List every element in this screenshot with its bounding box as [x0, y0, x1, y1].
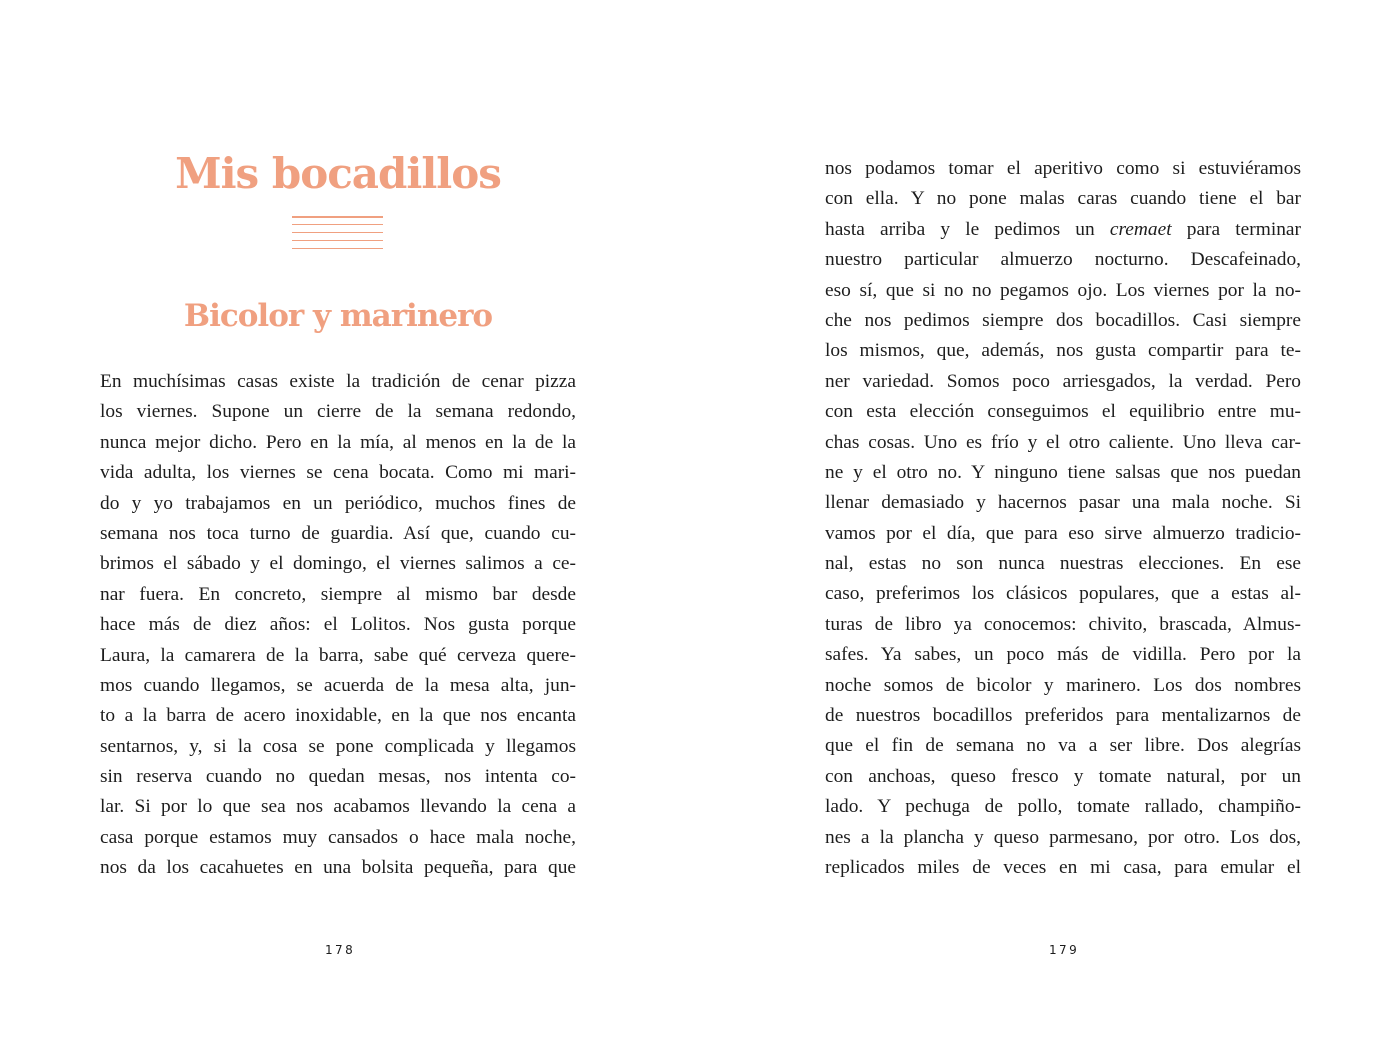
text-line: caso, preferimos los clásicos populares, que a estas al-: [825, 583, 1301, 605]
text-line: vamos por el día, que para eso sirve almuerzo tradicio-: [825, 522, 1301, 544]
body-text-right: [825, 154, 1301, 883]
text-line: nuestro particular almuerzo nocturno. Descafeinado,: [825, 249, 1301, 271]
italic-term: cremaet: [1109, 218, 1172, 240]
ornament-line: [292, 240, 383, 242]
text-line: ner variedad. Somos poco arriesgados, la verdad. Pero: [825, 370, 1301, 392]
text-line: los mismos, que, además, nos gusta compartir para te-: [825, 340, 1301, 362]
text-line: safes. Ya sabes, un poco más de vidilla. Pero por la: [825, 644, 1301, 666]
text-line: nos da los cacahuetes en una bolsita pequeña, para que: [100, 857, 576, 879]
text-line: noche somos de bicolor y marinero. Los dos nombres: [825, 674, 1301, 696]
right-page: [700, 0, 1400, 1053]
text-line: nes a la plancha y queso parmesano, por otro. Los dos,: [825, 826, 1301, 848]
text-line: lar. Si por lo que sea nos acabamos llevando la cena a: [100, 796, 576, 818]
section-title: Bicolor y marinero: [183, 298, 493, 334]
text-line: hace más de diez años: el Lolitos. Nos gusta porque: [100, 614, 576, 636]
text-line: nunca mejor dicho. Pero en la mía, al menos en la de la: [100, 431, 576, 453]
text-fragment: para terminar: [1186, 218, 1301, 240]
text-line: sentarnos, y, si la cosa se pone complicada y llegamos: [100, 735, 576, 757]
title-ornament: [292, 216, 383, 255]
chapter-title: Mis bocadillos: [175, 149, 501, 198]
text-line: turas de libro ya conocemos: chivito, brascada, Almus-: [825, 613, 1301, 635]
text-line: que el fin de semana no va a ser libre. Dos alegrías: [825, 735, 1301, 757]
text-line: ne y el otro no. Y ninguno tiene salsas que nos puedan: [825, 461, 1301, 483]
text-line: che nos pedimos siempre dos bocadillos. Casi siempre: [825, 309, 1301, 331]
text-line: sin reserva cuando no quedan mesas, nos intenta co-: [100, 766, 576, 788]
body-text-left: [100, 367, 576, 884]
text-line: los viernes. Supone un cierre de la semana redondo,: [100, 401, 576, 423]
text-line: do y yo trabajamos en un periódico, muchos fines de: [100, 492, 576, 514]
text-line: to a la barra de acero inoxidable, en la que nos encanta: [100, 705, 576, 727]
text-line: [825, 215, 1301, 245]
ornament-line: [292, 224, 383, 226]
text-line: replicados miles de veces en mi casa, para emular el: [825, 856, 1301, 878]
ornament-line: [292, 248, 383, 250]
text-line: eso sí, que si no no pegamos ojo. Los viernes por la no-: [825, 279, 1301, 301]
text-line: llenar demasiado y hacernos pasar una mala noche. Si: [825, 492, 1301, 514]
text-fragment: hasta arriba y le pedimos un: [825, 218, 1095, 240]
text-line: Laura, la camarera de la barra, sabe qué cerveza quere-: [100, 644, 576, 666]
text-line: En muchísimas casas existe la tradición de cenar pizza: [100, 371, 576, 392]
text-line: brimos el sábado y el domingo, el viernes salimos a ce-: [100, 553, 576, 575]
text-line: mos cuando llegamos, se acuerda de la mesa alta, jun-: [100, 674, 576, 696]
page-number-right: 179: [1049, 943, 1080, 957]
text-line: semana nos toca turno de guardia. Así que, cuando cu-: [100, 522, 576, 544]
text-line: con ella. Y no pone malas caras cuando tiene el bar: [825, 188, 1301, 210]
text-line: chas cosas. Uno es frío y el otro caliente. Uno lleva car-: [825, 431, 1301, 453]
text-line: casa porque estamos muy cansados o hace mala noche,: [100, 826, 576, 848]
ornament-line: [292, 232, 383, 234]
ornament-line: [292, 216, 383, 218]
text-line: con esta elección conseguimos el equilibrio entre mu-: [825, 401, 1301, 423]
page-number-left: 178: [325, 943, 356, 957]
text-line: de nuestros bocadillos preferidos para mentalizarnos de: [825, 705, 1301, 727]
text-line: vida adulta, los viernes se cena bocata. Como mi mari-: [100, 462, 576, 484]
text-line: nar fuera. En concreto, siempre al mismo bar desde: [100, 583, 576, 605]
text-line: nal, estas no son nunca nuestras elecciones. En ese: [825, 553, 1301, 575]
text-line: con anchoas, queso fresco y tomate natural, por un: [825, 765, 1301, 787]
text-line: nos podamos tomar el aperitivo como si estuviéramos: [825, 158, 1301, 179]
text-line: lado. Y pechuga de pollo, tomate rallado, champiño-: [825, 796, 1301, 818]
